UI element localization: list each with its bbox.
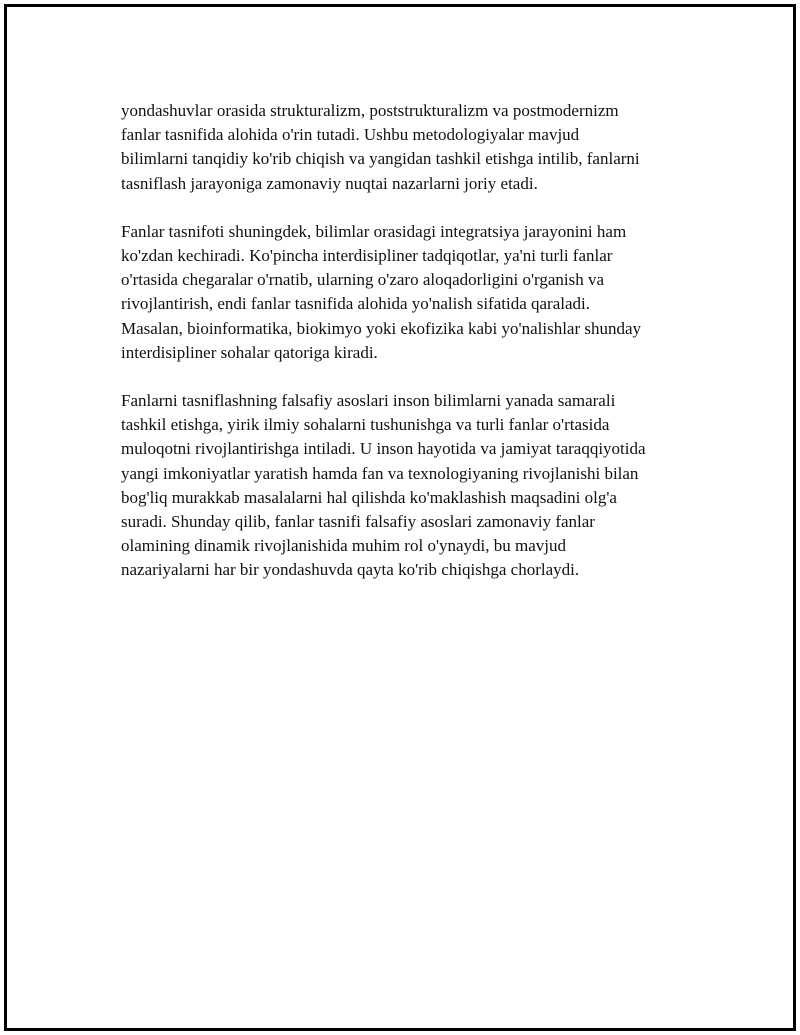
paragraph-1: [121, 99, 711, 196]
text-line: interdisipliner sohalar qatoriga kiradi.: [121, 342, 378, 362]
paragraph-2: [121, 220, 711, 365]
text-line: suradi. Shunday qilib, fanlar tasnifi falsafiy asoslari zamonaviy fanlar: [121, 512, 595, 532]
text-line: tashkil etishga, yirik ilmiy sohalarni tushunishga va turli fanlar o'rtasida: [121, 415, 610, 435]
text-line: o'rtasida chegaralar o'rnatib, ularning o'zaro aloqadorligini o'rganish va: [121, 270, 605, 290]
text-line: yondashuvlar orasida strukturalizm, poststrukturalizm va postmodernizm: [121, 101, 619, 120]
paragraph-3: [121, 389, 711, 583]
text-line: olamining dinamik rivojlanishida muhim rol o'ynaydi, bu mavjud: [121, 536, 567, 556]
text-line: bog'liq murakkab masalalarni hal qilishda ko'maklashish maqsadini olg'a: [121, 487, 617, 507]
text-line: bilimlarni tanqidiy ko'rib chiqish va yangidan tashkil etishga intilib, fanlarni: [121, 149, 640, 169]
text-line: ko'zdan kechiradi. Ko'pincha interdisipliner tadqiqotlar, ya'ni turli fanlar: [121, 246, 613, 266]
text-line: muloqotni rivojlantirishga intiladi. U inson hayotida va jamiyat taraqqiyotida: [121, 439, 646, 459]
text-line: fanlar tasnifida alohida o'rin tutadi. Ushbu metodologiyalar mavjud: [121, 125, 580, 145]
text-line: nazariyalarni har bir yondashuvda qayta ko'rib chiqishga chorlaydi.: [121, 560, 580, 580]
text-line: tasniflash jarayoniga zamonaviy nuqtai nazarlarni joriy etadi.: [121, 173, 538, 193]
text-line: Fanlar tasnifoti shuningdek, bilimlar orasidagi integratsiya jarayonini ham: [121, 221, 627, 241]
page-frame: [4, 4, 796, 1031]
text-line: Masalan, bioinformatika, biokimyo yoki ekofizika kabi yo'nalishlar shunday: [121, 318, 642, 338]
text-line: rivojlantirish, endi fanlar tasnifida alohida yo'nalish sifatida qaraladi.: [121, 294, 591, 314]
text-line: Fanlarni tasniflashning falsafiy asoslari inson bilimlarni yanada samarali: [121, 391, 616, 411]
text-line: yangi imkoniyatlar yaratish hamda fan va texnologiyaning rivojlanishi bilan: [121, 463, 639, 483]
page-body: [121, 99, 711, 607]
